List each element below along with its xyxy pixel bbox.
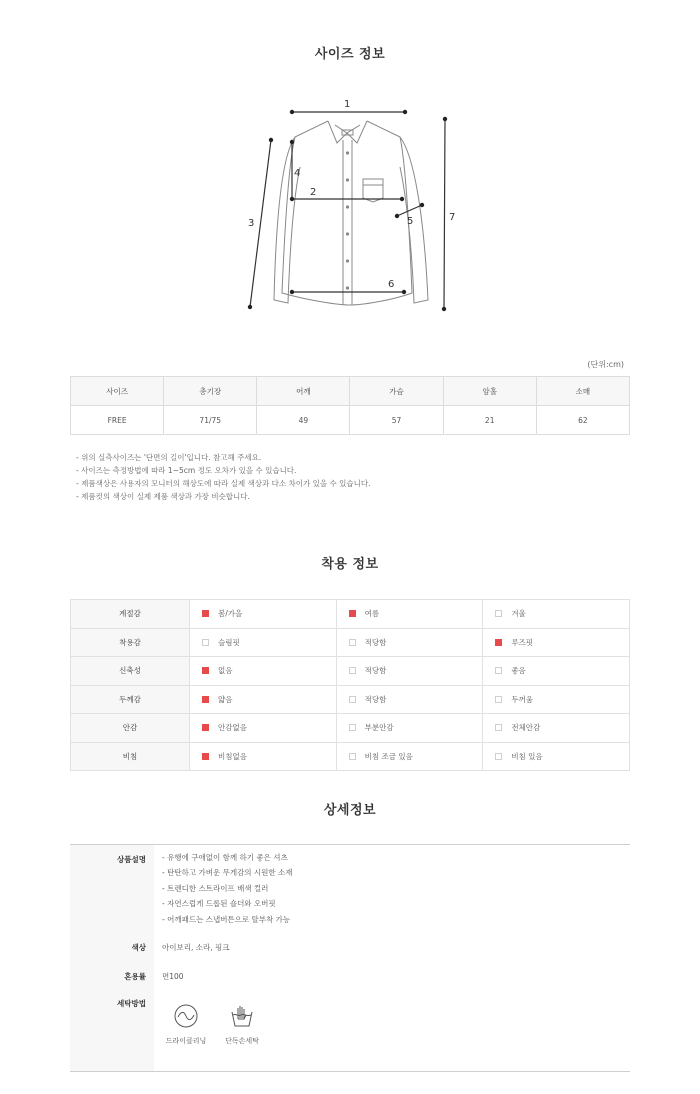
fit-option-label: 좋음 (511, 666, 526, 676)
checked-box-icon (202, 753, 209, 760)
unchecked-box-icon (349, 753, 356, 760)
care-item-hand-wash (212, 1003, 272, 1046)
fit-option-label: 여름 (364, 609, 380, 619)
fit-section-title: 착용 정보 (321, 557, 379, 572)
fit-table (70, 599, 630, 771)
description-label: 상품설명 (117, 855, 146, 864)
measure-label-2: 2 (310, 187, 317, 198)
fit-option-label: 비침없음 (218, 751, 247, 761)
fit-row-label: 안감 (71, 714, 190, 743)
size-header-cell: 소매 (536, 377, 629, 406)
size-cell: 49 (257, 406, 350, 435)
unchecked-box-icon (495, 753, 502, 760)
measure-label-3: 3 (248, 218, 255, 229)
size-cell: 71/75 (164, 406, 257, 435)
size-header-cell: 어깨 (257, 377, 350, 406)
size-header-cell: 암홀 (443, 377, 536, 406)
size-header-cell: 가슴 (350, 377, 443, 406)
fit-option (190, 628, 337, 657)
dry-clean-icon (173, 1003, 199, 1029)
fit-option (336, 685, 483, 714)
fit-row-label: 계절감 (71, 600, 190, 629)
measurement-lines (250, 112, 445, 309)
size-note: - 사이즈는 측정방법에 따라 1~5cm 정도 오차가 있을 수 있습니다. (76, 466, 297, 475)
fit-row-label: 신축성 (71, 657, 190, 686)
size-note: - 제품색상은 사용자의 모니터의 해상도에 따라 실제 색상과 다소 차이가 있을 수 있습니다. (76, 479, 371, 488)
detail-info-box (70, 844, 630, 1072)
fit-option-label: 두꺼움 (511, 694, 534, 704)
fit-option-label: 적당함 (364, 666, 387, 676)
size-cell: 57 (350, 406, 443, 435)
fit-row (71, 657, 630, 686)
checked-box-icon (202, 724, 209, 731)
fit-option-label: 비침 있음 (511, 751, 543, 761)
fit-option-label: 없음 (218, 666, 233, 676)
unchecked-box-icon (349, 724, 356, 731)
size-header-cell: 총기장 (164, 377, 257, 406)
fit-row (71, 714, 630, 743)
fit-option (190, 742, 337, 771)
checked-box-icon (202, 667, 209, 674)
fit-option-label: 얇음 (218, 694, 233, 704)
description-item: - 어깨패드는 스냅버튼으로 탈부착 가능 (162, 914, 291, 924)
fit-option-label: 적당함 (364, 637, 387, 647)
measure-label-4: 4 (294, 168, 301, 179)
fit-option-label: 봄/가을 (218, 609, 243, 619)
measure-label-5: 5 (407, 216, 414, 227)
care-item-dry-clean (156, 1003, 216, 1046)
unit-note: (단위:cm) (587, 360, 624, 369)
description-item: - 탄탄하고 가벼운 무게감의 시원한 소재 (162, 868, 293, 878)
fit-option (483, 628, 630, 657)
fit-option (190, 657, 337, 686)
unchecked-box-icon (495, 696, 502, 703)
fit-option-label: 겨울 (511, 609, 526, 619)
table-row (71, 406, 630, 435)
fit-option (483, 657, 630, 686)
size-cell: 62 (536, 406, 629, 435)
description-item: - 유행에 구애없이 함께 하기 좋은 셔츠 (162, 853, 288, 862)
measure-label-1: 1 (344, 99, 351, 110)
fit-option (336, 600, 483, 629)
size-header-cell: 사이즈 (71, 377, 164, 406)
size-note: - 위의 실측사이즈는 '단면의 길이'입니다. 참고해 주세요. (76, 453, 262, 462)
fit-row-label: 두께감 (71, 685, 190, 714)
fit-option (483, 600, 630, 629)
fit-option-label: 슬림핏 (218, 637, 240, 647)
color-value: 아이보리, 소라, 핑크 (162, 943, 230, 952)
size-table (70, 376, 630, 435)
checked-box-icon (202, 610, 209, 617)
size-cell: 21 (443, 406, 536, 435)
care-label: 세탁방법 (117, 999, 146, 1008)
unchecked-box-icon (349, 696, 356, 703)
fit-row (71, 600, 630, 629)
fit-option (483, 714, 630, 743)
measure-label-6: 6 (388, 279, 395, 290)
care-item-label: 단독손세탁 (225, 1037, 259, 1045)
size-cell: FREE (71, 406, 164, 435)
fit-option (483, 685, 630, 714)
unchecked-box-icon (495, 667, 502, 674)
detail-section-title: 상세정보 (323, 803, 377, 818)
fit-row-label: 착용감 (71, 628, 190, 657)
fit-option-label: 적당함 (364, 694, 387, 704)
unchecked-box-icon (202, 639, 209, 646)
fit-option-label: 루즈핏 (511, 637, 534, 647)
fit-row (71, 742, 630, 771)
unchecked-box-icon (495, 724, 502, 731)
unchecked-box-icon (495, 610, 502, 617)
fit-option (336, 628, 483, 657)
unchecked-box-icon (349, 639, 356, 646)
checked-box-icon (495, 639, 502, 646)
fit-option-label: 안감없음 (218, 723, 247, 733)
measure-label-7: 7 (449, 212, 456, 223)
care-item-label: 드라이클리닝 (165, 1037, 207, 1045)
description-item: - 자연스럽게 드롭된 숄더와 오버핏 (162, 899, 276, 909)
fit-option (190, 714, 337, 743)
fit-option (483, 742, 630, 771)
detail-label-column (70, 845, 154, 1071)
material-value: 면100 (162, 972, 184, 981)
checked-box-icon (349, 610, 356, 617)
size-section-title: 사이즈 정보 (314, 47, 386, 62)
fit-option (336, 714, 483, 743)
shirt-buttons (346, 151, 349, 289)
material-label: 혼용률 (124, 972, 146, 981)
fit-option-label: 부분안감 (364, 723, 394, 733)
fit-option (190, 600, 337, 629)
fit-option (336, 657, 483, 686)
fit-option (190, 685, 337, 714)
size-table-header (71, 377, 630, 406)
fit-row (71, 628, 630, 657)
fit-option-label: 전체안감 (511, 723, 541, 733)
size-notes (76, 451, 371, 503)
unchecked-box-icon (349, 667, 356, 674)
color-label: 색상 (131, 943, 146, 952)
description-list (162, 850, 293, 927)
fit-option (336, 742, 483, 771)
fit-row-label: 비침 (71, 742, 190, 771)
hand-wash-icon (229, 1003, 255, 1029)
shirt-measurement-diagram (240, 95, 460, 320)
description-item: - 트렌디한 스트라이프 배색 컬러 (162, 883, 269, 893)
fit-option-label: 비침 조금 있음 (364, 751, 413, 761)
checked-box-icon (202, 696, 209, 703)
size-note: - 제품컷의 색상이 실제 제품 색상과 가장 비슷합니다. (76, 492, 250, 501)
measurement-endpoints (248, 110, 447, 311)
fit-row (71, 685, 630, 714)
